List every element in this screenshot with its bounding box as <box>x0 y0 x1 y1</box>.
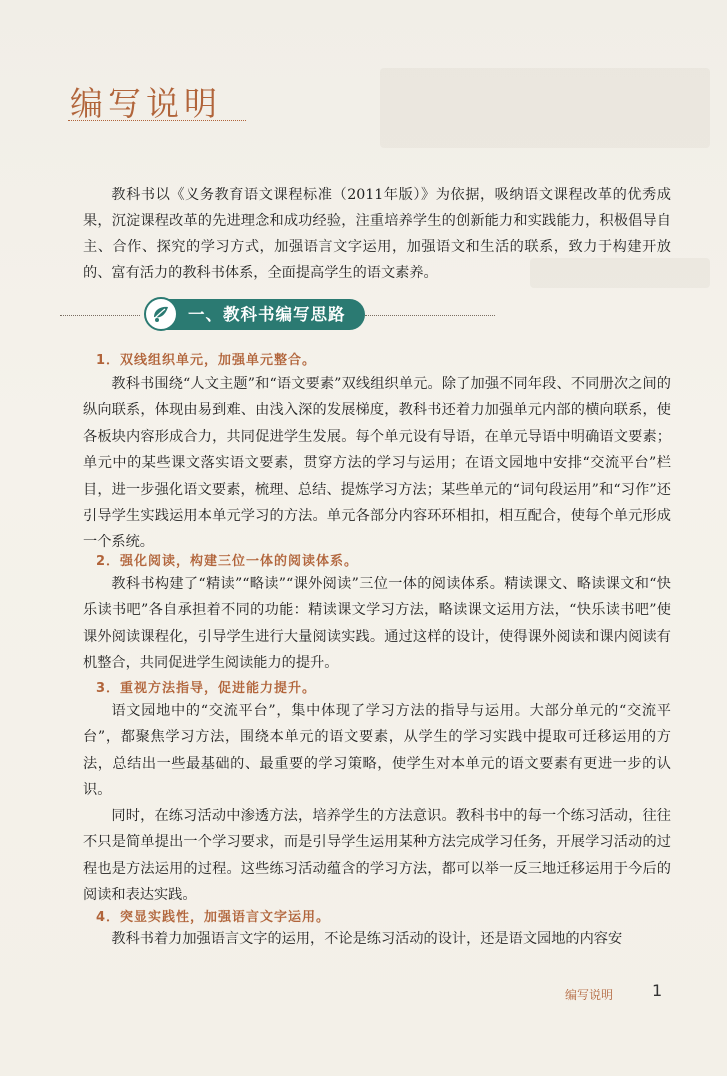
section-title: 一、教科书编写思路 <box>150 299 365 330</box>
dotted-rule-right <box>365 315 495 316</box>
page-title: 编写说明 <box>70 84 222 123</box>
intro-paragraph: 教科书以《义务教育语文课程标准（2011年版）》为依据，吸纳语文课程改革的优秀成果，沉淀课程改革的先进理念和成功经验，注重培养学生的创新能力和实践能力，积极倡导自主、合作、探究的学习方式，加强语言文字运用，加强语文和生活的联系，致力于构建开放的、富有活力的教科书体系，全面提高学生的语文素养。 <box>83 187 671 281</box>
page-number: 1 <box>652 981 663 1000</box>
subheading-3: 3．重视方法指导，促进能力提升。 <box>96 681 317 696</box>
footer-section-label: 编写说明 <box>565 988 614 1002</box>
subheading-4: 4．突显实践性，加强语言文字运用。 <box>96 910 331 925</box>
title-underline <box>68 120 246 121</box>
subheading-1: 1．双线组织单元，加强单元整合。 <box>96 353 317 368</box>
paragraph-3a: 语文园地中的“交流平台”，集中体现了学习方法的指导与运用。大部分单元的“交流平台”，都聚焦学习方法，围绕本单元的语文要素，从学生的学习实践中提取可迁移运用的方法，总结出一些最基础的、最重要的学习策略，使学生对本单元的语文要素有更进一步的认识。 <box>83 703 671 799</box>
paragraph-3b: 同时，在练习活动中渗透方法，培养学生的方法意识。教科书中的每一个练习活动，往往不只是简单提出一个学习要求，而是引导学生运用某种方法完成学习任务，开展学习活动的过程也是方法运用的过程。这些练习活动蕴含的学习方法，都可以举一反三地迁移运用于今后的阅读和表达实践。 <box>83 808 671 904</box>
subheading-2: 2．强化阅读，构建三位一体的阅读体系。 <box>96 554 359 569</box>
dotted-rule-left <box>60 315 140 316</box>
section-heading <box>60 298 495 332</box>
paragraph-2: 教科书构建了“精读”“略读”“课外阅读”三位一体的阅读体系。精读课文、略读课文和“快乐读书吧”各自承担着不同的功能：精读课文学习方法，略读课文运用方法，“快乐读书吧”使课外阅读课程化，引导学生进行大量阅读实践。通过这样的设计，使得课外阅读和课内阅读有机整合，共同促进学生阅读能力的提升。 <box>83 576 671 672</box>
show-through-bleed <box>380 68 710 148</box>
paragraph-4: 教科书着力加强语言文字的运用，不论是练习活动的设计，还是语文园地的内容安 <box>111 931 623 947</box>
paragraph-1: 教科书围绕“人文主题”和“语文要素”双线组织单元。除了加强不同年段、不同册次之间的纵向联系，体现由易到难、由浅入深的发展梯度，教科书还着力加强单元内部的横向联系，使各板块内容形成合力，共同促进学生发展。每个单元设有导语，在单元导语中明确语文要素；单元中的某些课文落实语文要素，贯穿方法的学习与运用；在语文园地中安排“交流平台”栏目，进一步强化语文要素，梳理、总结、提炼学习方法；某些单元的“词句段运用”和“习作”还引导学生实践运用本单元学习的方法。单元各部分内容环环相扣，相互配合，使每个单元形成一个系统。 <box>83 376 671 551</box>
book-leaf-icon <box>144 297 178 331</box>
